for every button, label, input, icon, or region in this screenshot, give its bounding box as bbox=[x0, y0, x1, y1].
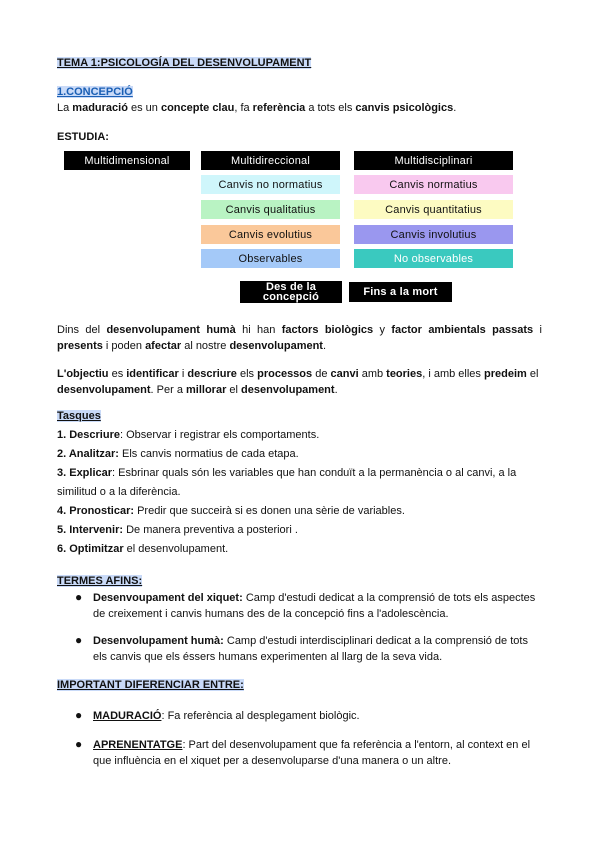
intro-paragraph bbox=[57, 100, 542, 116]
header-multidimensional: Multidimensional bbox=[64, 151, 190, 170]
para2-segment: i bbox=[178, 368, 188, 380]
intro-segment: maduració bbox=[72, 102, 128, 114]
para2-segment: , i amb elles bbox=[422, 368, 484, 380]
term-text: Camp d'estudi interdisciplinari dedicat a la comprensió de tots els canvis que els éssers humans experimenten al llarg de la seva vida. bbox=[93, 635, 528, 663]
diferenciar-item-2 bbox=[93, 737, 543, 769]
paragraph-objectiu bbox=[57, 366, 542, 398]
para2-segment: identificar bbox=[126, 368, 179, 380]
para2-segment: amb bbox=[358, 368, 387, 380]
bottom-left-line2: concepció bbox=[262, 291, 320, 303]
page-title: TEMA 1:PSICOLOGÍA DEL DESENVOLUPAMENT bbox=[57, 57, 312, 69]
para2-segment: canvi bbox=[330, 368, 359, 380]
para1-segment: y bbox=[373, 324, 392, 336]
task-text: Els canvis normatius de cada etapa. bbox=[118, 448, 299, 460]
task-name: 2. Analitzar: bbox=[57, 448, 119, 460]
para2-segment: els bbox=[236, 368, 258, 380]
term-label: Desenvoupament del xiquet: bbox=[93, 592, 243, 604]
task-name: 5. Intervenir: bbox=[57, 524, 124, 536]
bullet: ● bbox=[75, 633, 83, 647]
box-canvis-quantitatius: Canvis quantitatius bbox=[354, 200, 513, 219]
intro-segment: canvis psicològics bbox=[355, 102, 454, 114]
header-multidisciplinari: Multidisciplinari bbox=[354, 151, 513, 170]
para1-segment: Dins del bbox=[57, 324, 107, 336]
task-item bbox=[57, 426, 547, 445]
box-canvis-evolutius: Canvis evolutius bbox=[201, 225, 340, 244]
task-text: De manera preventiva a posteriori . bbox=[123, 524, 298, 536]
terme-item-1 bbox=[93, 590, 543, 622]
bullet: ● bbox=[75, 708, 83, 722]
box-canvis-no-normatius: Canvis no normatius bbox=[201, 175, 340, 194]
box-observables: Observables bbox=[201, 249, 340, 268]
para2-segment: el bbox=[526, 368, 539, 380]
para1-segment: desenvolupament humà bbox=[106, 324, 236, 336]
para2-segment: desenvolupament bbox=[241, 384, 335, 396]
tasques-heading: Tasques bbox=[57, 410, 101, 422]
box-fins-a-la-mort: Fins a la mort bbox=[349, 282, 452, 302]
task-text: Predir que succeirà si es donen una sèrie de variables. bbox=[134, 505, 405, 517]
task-item bbox=[57, 502, 547, 521]
task-text: : Esbrinar quals són les variables que han conduït a la permanència o al canvi, a la similitud o a la diferència. bbox=[57, 467, 517, 498]
term-label: MADURACIÓ bbox=[93, 710, 162, 722]
para2-segment: desenvolupament bbox=[57, 384, 151, 396]
para2-segment: teories bbox=[386, 368, 423, 380]
box-canvis-normatius: Canvis normatius bbox=[354, 175, 513, 194]
para2-segment: processos bbox=[257, 368, 313, 380]
intro-segment: , fa bbox=[234, 102, 253, 114]
intro-segment: a tots els bbox=[305, 102, 356, 114]
task-item bbox=[57, 445, 547, 464]
term-label: Desenvolupament humà: bbox=[93, 635, 224, 647]
intro-segment: referència bbox=[252, 102, 306, 114]
diferenciar-heading: IMPORTANT DIFERENCIAR ENTRE: bbox=[57, 679, 244, 691]
para2-segment: L'objectiu bbox=[57, 368, 109, 380]
intro-segment: es un bbox=[127, 102, 161, 114]
para1-segment: factor ambientals passats bbox=[391, 324, 534, 336]
box-canvis-qualitatius: Canvis qualitatius bbox=[201, 200, 340, 219]
terme-item-2 bbox=[93, 633, 543, 665]
bullet: ● bbox=[75, 737, 83, 751]
para2-segment: descriure bbox=[187, 368, 237, 380]
termes-heading: TERMES AFINS: bbox=[57, 575, 143, 587]
estudia-label: ESTUDIA: bbox=[57, 131, 109, 143]
bullet: ● bbox=[75, 590, 83, 604]
para1-segment: . bbox=[322, 340, 327, 352]
task-text: el desenvolupament. bbox=[123, 543, 229, 555]
para1-segment: al nostre bbox=[181, 340, 230, 352]
task-name: 4. Pronosticar: bbox=[57, 505, 135, 517]
header-multidireccional: Multidireccional bbox=[201, 151, 340, 170]
box-canvis-involutius: Canvis involutius bbox=[354, 225, 513, 244]
box-no-observables: No observables bbox=[354, 249, 513, 268]
task-item bbox=[57, 464, 547, 502]
task-name: 3. Explicar bbox=[57, 467, 113, 479]
para2-segment: es bbox=[108, 368, 127, 380]
para1-segment: factors biològics bbox=[281, 324, 374, 336]
intro-segment: concepte clau bbox=[160, 102, 235, 114]
para1-segment: hi han bbox=[235, 324, 282, 336]
diferenciar-item-1 bbox=[93, 708, 543, 724]
para2-segment: de bbox=[312, 368, 331, 380]
para1-segment: presents bbox=[57, 340, 103, 352]
term-label: APRENENTATGE bbox=[93, 739, 183, 751]
intro-segment: . bbox=[453, 102, 457, 114]
task-text: : Observar i registrar els comportaments. bbox=[119, 429, 320, 441]
para2-segment: . bbox=[334, 384, 338, 396]
term-text: : Fa referència al desplegament biològic. bbox=[161, 710, 360, 722]
box-des-de-la-concepcio bbox=[240, 281, 342, 303]
para1-segment: i bbox=[533, 324, 542, 336]
para2-segment: el bbox=[226, 384, 242, 396]
task-item bbox=[57, 521, 547, 540]
task-name: 6. Optimitzar bbox=[57, 543, 124, 555]
para1-segment: desenvolupament bbox=[229, 340, 323, 352]
section-heading-concepcio: 1.CONCEPCIÓ bbox=[57, 86, 133, 98]
para2-segment: . Per a bbox=[150, 384, 186, 396]
para1-segment: afectar bbox=[145, 340, 182, 352]
para2-segment: millorar bbox=[186, 384, 227, 396]
term-text: : Part del desenvolupament que fa referència a l'entorn, al context en el que influència en el xiquet per a desenvoluparse d'una manera o un altre. bbox=[93, 739, 531, 767]
intro-segment: La bbox=[57, 102, 73, 114]
bottom-left-line1: Des de la bbox=[265, 281, 317, 293]
para2-segment: predeim bbox=[483, 368, 527, 380]
task-name: 1. Descriure bbox=[57, 429, 120, 441]
paragraph-factors bbox=[57, 322, 542, 354]
task-item bbox=[57, 540, 547, 559]
para1-segment: i poden bbox=[102, 340, 146, 352]
term-text: Camp d'estudi dedicat a la comprensió de tots els aspectes de creixement i canvis humans des de la concepció fins a l'adolescència. bbox=[93, 592, 536, 620]
